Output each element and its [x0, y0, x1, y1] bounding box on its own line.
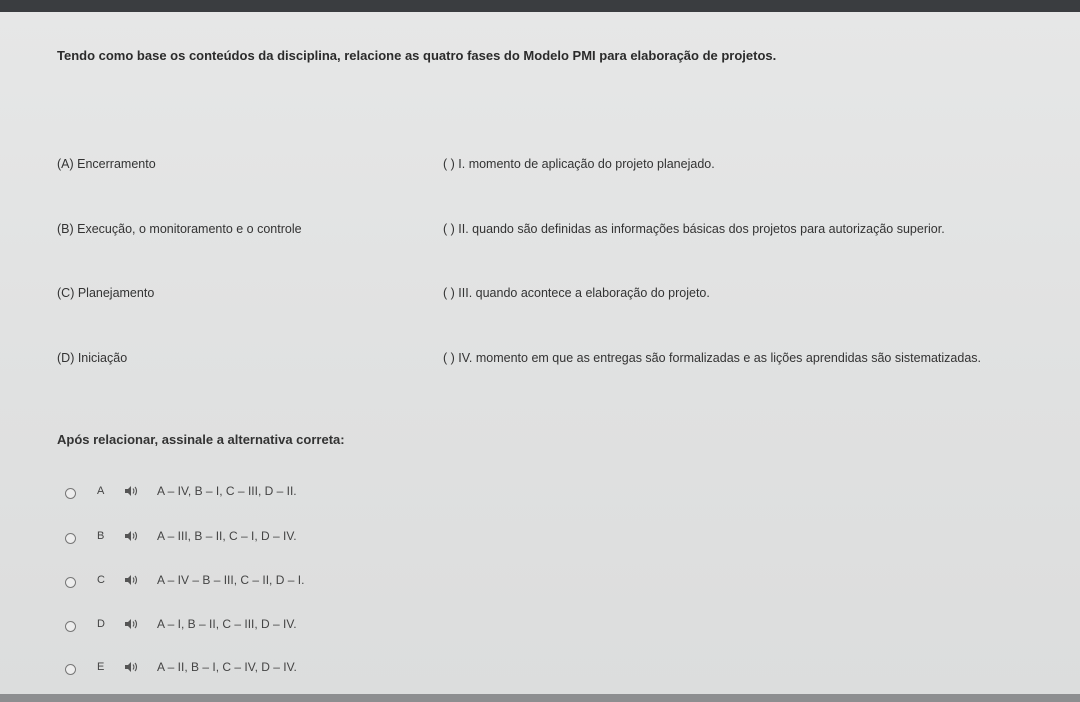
description-iv: ( ) IV. momento em que as entregas são formalizadas e as lições aprendidas são sistematizadas.: [443, 351, 982, 365]
phase-d: (D) Iniciação: [57, 351, 128, 365]
option-b[interactable]: [0, 526, 560, 554]
option-e-radio[interactable]: [65, 664, 76, 675]
question-title: Tendo como base os conteúdos da disciplina, relacione as quatro fases do Modelo PMI para elaboração de projetos.: [57, 48, 777, 63]
phase-c: (C) Planejamento: [57, 286, 155, 300]
option-b-text: A – III, B – II, C – I, D – IV.: [157, 529, 297, 543]
answer-prompt: Após relacionar, assinale a alternativa correta:: [57, 432, 345, 447]
speaker-icon[interactable]: [124, 661, 138, 673]
description-ii: ( ) II. quando são definidas as informações básicas dos projetos para autorização superior.: [443, 222, 945, 236]
option-c-radio[interactable]: [65, 577, 76, 588]
option-d-letter: D: [97, 618, 105, 630]
option-a-radio[interactable]: [65, 488, 76, 499]
option-c[interactable]: [0, 570, 560, 598]
description-i: ( ) I. momento de aplicação do projeto planejado.: [443, 157, 715, 171]
option-a[interactable]: [0, 481, 560, 509]
option-b-letter: B: [97, 530, 105, 542]
option-e[interactable]: [0, 657, 560, 685]
top-bar: [0, 0, 1080, 12]
option-a-text: A – IV, B – I, C – III, D – II.: [157, 484, 297, 498]
option-e-letter: E: [97, 661, 105, 673]
option-d[interactable]: [0, 614, 560, 642]
option-d-radio[interactable]: [65, 621, 76, 632]
option-c-text: A – IV – B – III, C – II, D – I.: [157, 573, 305, 587]
phase-a: (A) Encerramento: [57, 157, 156, 171]
speaker-icon[interactable]: [124, 618, 138, 630]
bottom-bar: [0, 694, 1080, 702]
speaker-icon[interactable]: [124, 530, 138, 542]
phase-b: (B) Execução, o monitoramento e o controle: [57, 222, 302, 236]
option-b-radio[interactable]: [65, 533, 76, 544]
option-a-letter: A: [97, 485, 105, 497]
speaker-icon[interactable]: [124, 574, 138, 586]
option-c-letter: C: [97, 574, 105, 586]
speaker-icon[interactable]: [124, 485, 138, 497]
option-d-text: A – I, B – II, C – III, D – IV.: [157, 617, 297, 631]
description-iii: ( ) III. quando acontece a elaboração do projeto.: [443, 286, 710, 300]
option-e-text: A – II, B – I, C – IV, D – IV.: [157, 660, 297, 674]
